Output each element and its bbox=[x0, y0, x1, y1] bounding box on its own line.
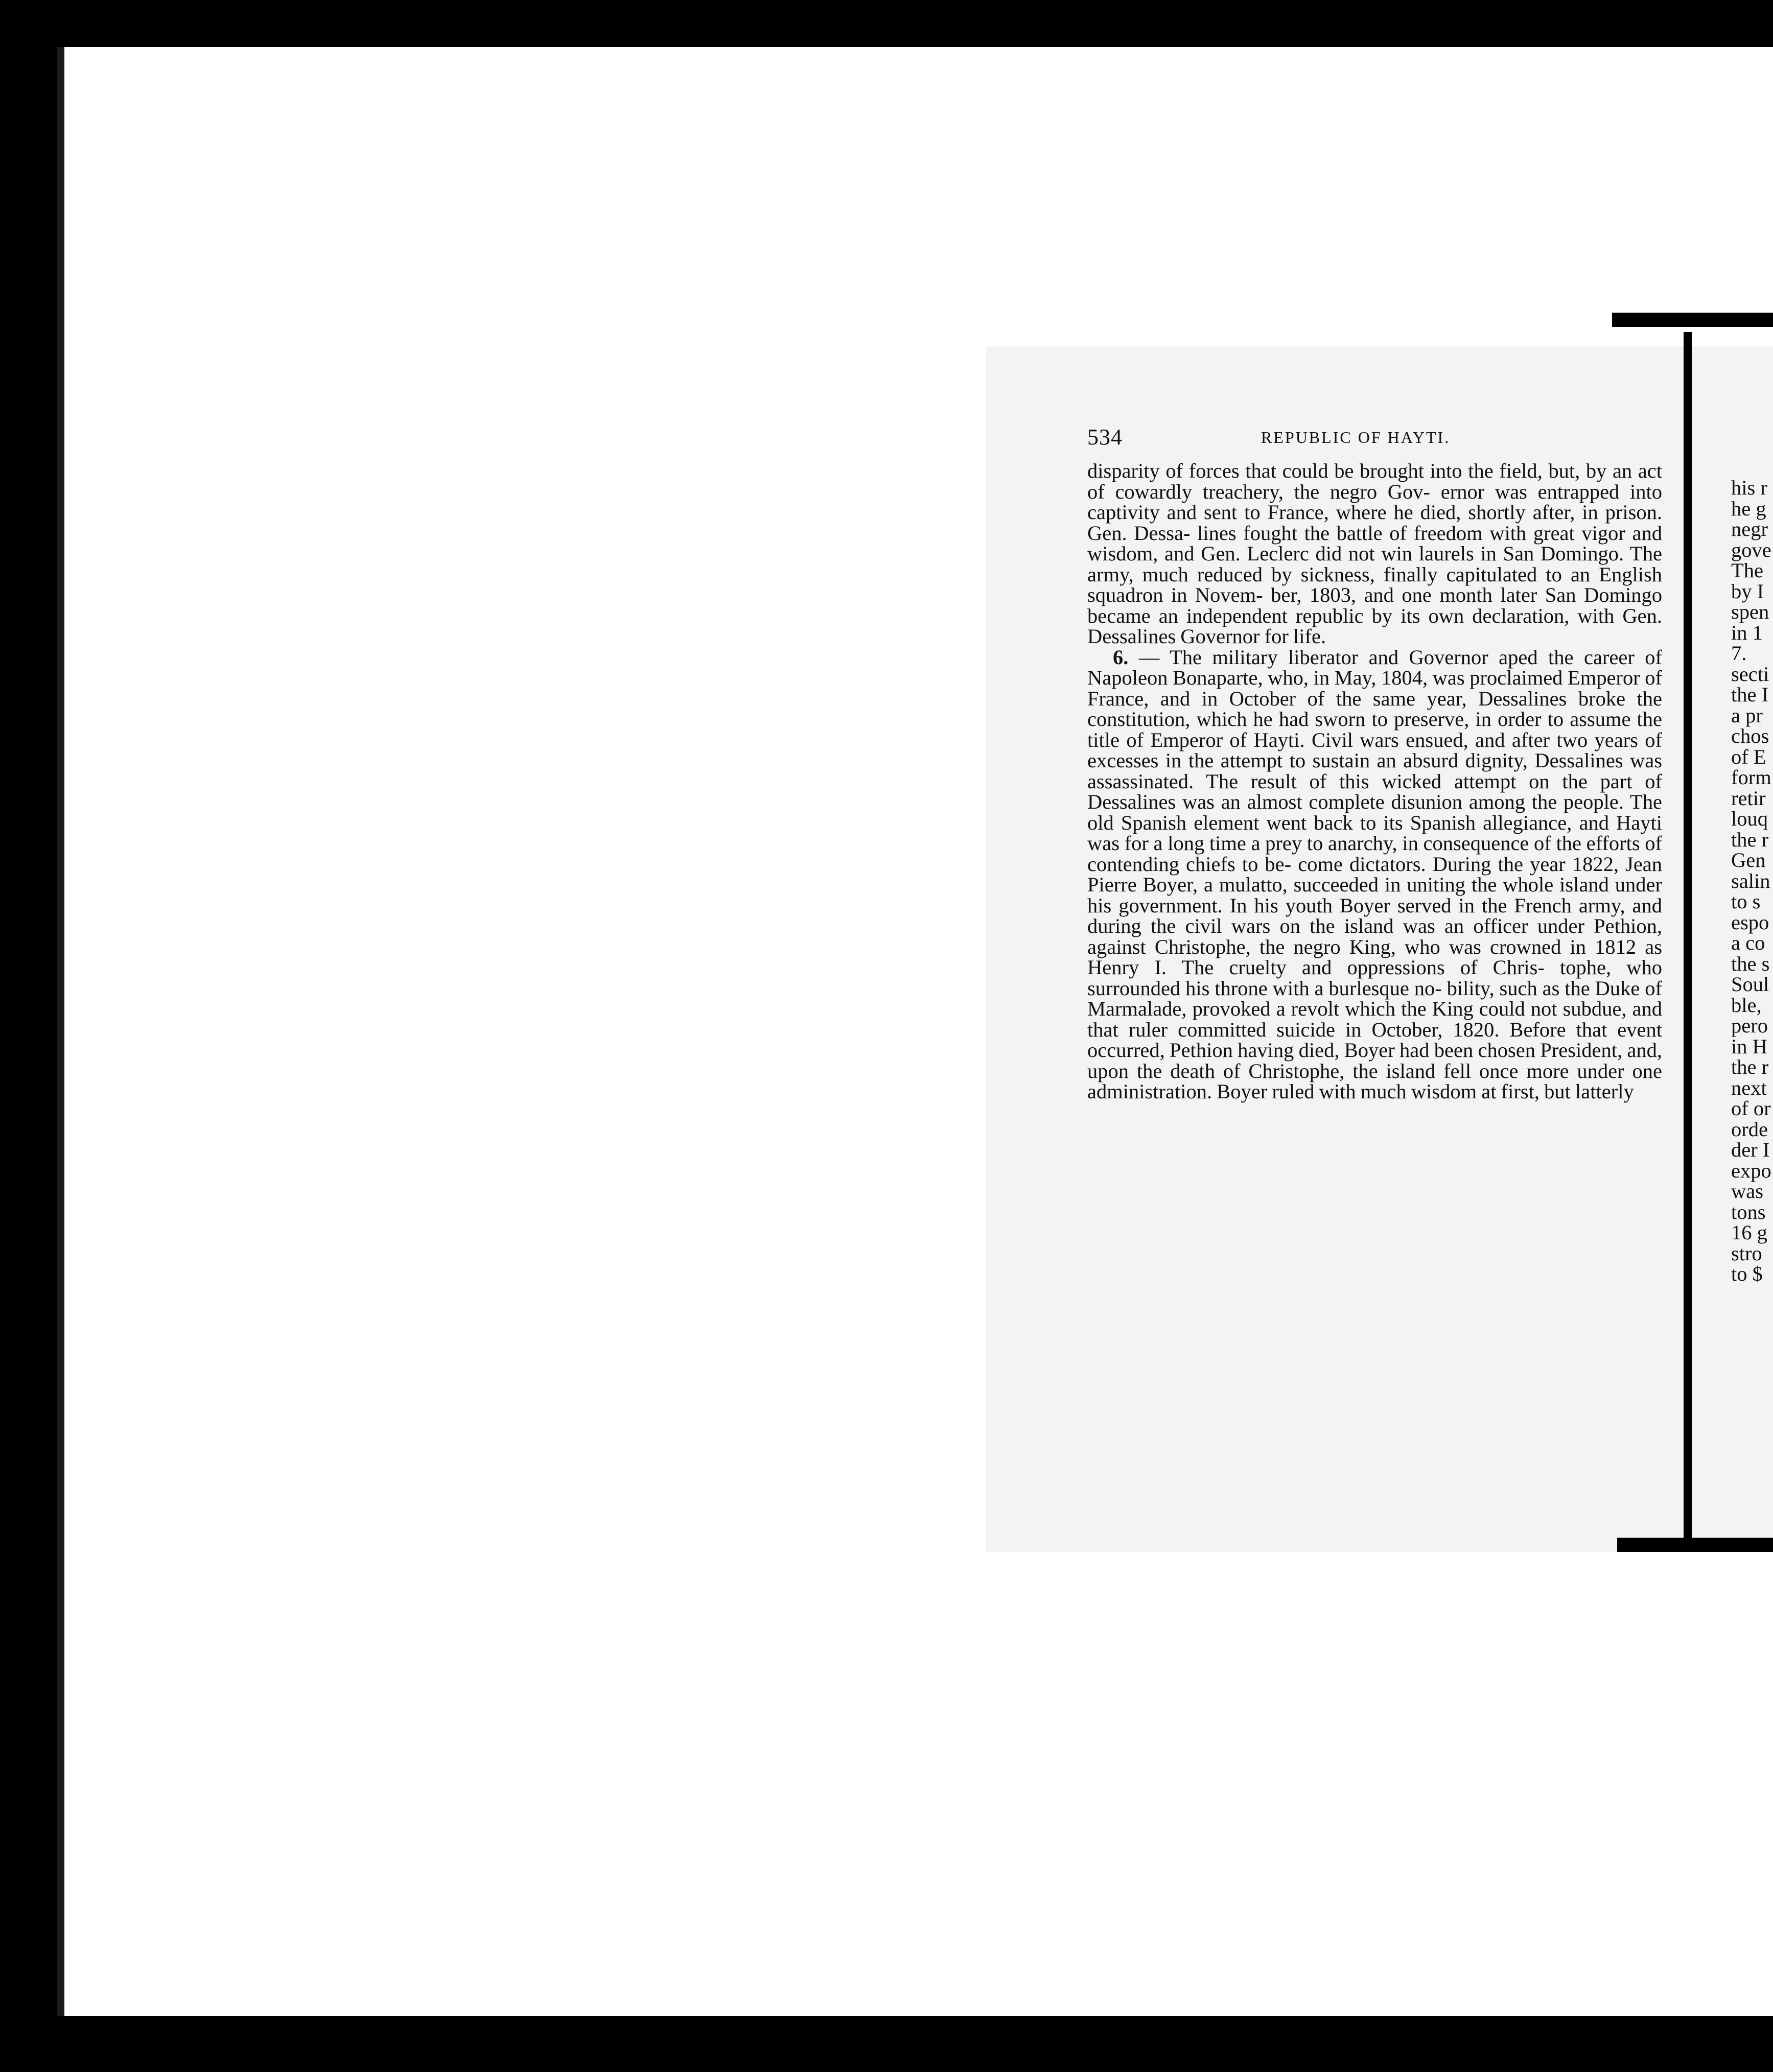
paragraph-2-line: the island fell once more under one administration. bbox=[1087, 1059, 1662, 1103]
scan-frame-bottom bbox=[0, 2016, 1773, 2072]
adjacent-page-line-fragment: of or bbox=[1731, 1097, 1771, 1120]
adjacent-page-line-fragment: pero bbox=[1731, 1014, 1768, 1037]
paragraph-2-line: bility, such as the Duke of Marmalade, provoked a bbox=[1087, 976, 1663, 1020]
paragraph-2-line: almost complete disunion among the people. The old bbox=[1087, 790, 1662, 834]
adjacent-page-line-fragment: The bbox=[1731, 559, 1763, 582]
paragraph-2-line: come dictators. During the year 1822, Jean Pierre bbox=[1087, 852, 1663, 896]
paragraph-2-line: dignity, Dessalines was assassinated. The result of bbox=[1087, 749, 1662, 793]
paragraph-2-line: event occurred, Pethion having died, Boyer had been bbox=[1087, 1018, 1663, 1062]
paragraph-2-line: chosen President, and, upon the death of Christophe, bbox=[1087, 1039, 1663, 1082]
adjacent-page-line-fragment: tons bbox=[1731, 1200, 1766, 1223]
adjacent-page-top-edge bbox=[1612, 313, 1773, 327]
paragraph-2-line: served in the French army, and during the civil wars bbox=[1087, 893, 1663, 937]
adjacent-page-line-fragment: his r bbox=[1731, 478, 1767, 499]
adjacent-page-line-fragment: he g bbox=[1731, 497, 1766, 520]
paragraph-1 bbox=[1087, 461, 1662, 647]
adjacent-page-line-fragment: the r bbox=[1731, 828, 1769, 851]
paragraph-2-line: years of excesses in the attempt to sustain an absurd bbox=[1087, 728, 1663, 772]
adjacent-page-line-fragment: orde bbox=[1731, 1117, 1768, 1141]
paragraph-2-line: proclaimed Emperor of France, and in October of the bbox=[1087, 666, 1662, 710]
adjacent-page-line-fragment: to s bbox=[1731, 890, 1761, 913]
adjacent-page-line-fragment: by I bbox=[1731, 579, 1764, 603]
adjacent-page-line-fragment: secti bbox=[1731, 662, 1769, 686]
paragraph-2-line: island under his government. In his youth Boyer bbox=[1087, 873, 1662, 917]
adjacent-page-line-fragment: der I bbox=[1731, 1138, 1770, 1161]
paragraph-1-line: lines fought the battle of freedom with great vigor bbox=[1197, 521, 1625, 545]
adjacent-page-bottom-edge bbox=[1617, 1538, 1773, 1552]
paragraph-2-line: Spanish element went back to its Spanish allegiance, bbox=[1121, 811, 1572, 834]
adjacent-page-line-fragment: gove bbox=[1731, 538, 1771, 561]
page-number: 534 bbox=[1087, 425, 1123, 450]
paragraph-1-line: finally capitulated to an English squadron in Novem- bbox=[1087, 562, 1662, 606]
adjacent-page-line-fragment: spen bbox=[1731, 600, 1769, 623]
paragraph-1-line: San Domingo. The army, much reduced by sickness, bbox=[1087, 542, 1662, 586]
paragraph-1-line: and wisdom, and Gen. Leclerc did not win laurels in bbox=[1087, 521, 1663, 565]
adjacent-page-line-fragment: was bbox=[1731, 1180, 1763, 1203]
paragraph-1-line: an independent republic by its own declaration, with bbox=[1158, 604, 1615, 627]
paragraph-2-line: had sworn to preserve, in order to assume the title of bbox=[1087, 708, 1663, 751]
page-text-block bbox=[1087, 424, 1662, 1102]
paragraph-2-text bbox=[1087, 646, 1662, 1103]
adjacent-page-line-fragment: espo bbox=[1731, 910, 1769, 934]
adjacent-page-line-fragment: Soul bbox=[1731, 973, 1769, 996]
running-head bbox=[1087, 424, 1662, 453]
adjacent-page-spine bbox=[1684, 332, 1692, 1543]
adjacent-page-line-fragment: 16 g bbox=[1731, 1221, 1767, 1244]
adjacent-page-line-fragment: the r bbox=[1731, 1055, 1769, 1078]
paragraph-2-line: Boyer, a mulatto, succeeded in uniting the whole bbox=[1142, 873, 1554, 896]
adjacent-page-line-fragment: ble, bbox=[1731, 993, 1762, 1017]
paragraph-1-line: but, by an act of cowardly treachery, the negro Gov- bbox=[1087, 459, 1663, 503]
paragraph-1-text bbox=[1087, 459, 1662, 648]
scan-frame-left bbox=[0, 0, 57, 2072]
paragraph-2-line: ruler committed suicide in October, 1820. Before that bbox=[1128, 1018, 1607, 1041]
paragraph-2-line: this wicked attempt on the part of Dessalines was an bbox=[1087, 769, 1663, 813]
paragraph-2-line: career of Napoleon Bonaparte, who, in May, 1804, was bbox=[1087, 645, 1663, 689]
paragraph-2-line: Boyer ruled with much wisdom at first, but latterly bbox=[1217, 1080, 1634, 1103]
section-number: 6. bbox=[1113, 645, 1129, 669]
paragraph-2-line: as Henry I. The cruelty and oppressions of Chris- bbox=[1087, 935, 1663, 979]
paragraph-2-line: consequence of the efforts of contending chiefs to be- bbox=[1087, 832, 1662, 876]
adjacent-page-line-fragment: salin bbox=[1731, 869, 1770, 892]
paragraph-2 bbox=[1087, 647, 1662, 1102]
adjacent-page-line-fragment: in H bbox=[1731, 1034, 1767, 1058]
adjacent-page-line-fragment: to $ bbox=[1731, 1262, 1763, 1285]
paragraph-2-line: Christophe, the negro King, who was crowned in 1812 bbox=[1154, 935, 1637, 958]
paragraph-2-line: — The military liberator and Governor aped the bbox=[1138, 645, 1574, 669]
scan-frame-left-shadow bbox=[57, 47, 64, 2016]
running-title: REPUBLIC OF HAYTI. bbox=[1261, 428, 1451, 446]
adjacent-page-line-fragment: expo bbox=[1731, 1159, 1771, 1182]
adjacent-page-line-fragment: form bbox=[1731, 766, 1771, 789]
adjacent-page-line-fragment: stro bbox=[1731, 1241, 1762, 1265]
adjacent-page-line-fragment: 7. bbox=[1731, 642, 1747, 665]
adjacent-page-line-fragment: the I bbox=[1731, 683, 1769, 706]
adjacent-page-line-fragment: Gen bbox=[1731, 849, 1766, 872]
adjacent-page-line-fragment: of E bbox=[1731, 745, 1766, 768]
adjacent-page-line-fragment: retir bbox=[1731, 786, 1766, 810]
paragraph-1-line: Gen. Dessalines Governor for life. bbox=[1087, 604, 1663, 648]
paragraph-2-line: same year, Dessalines broke the constitution, which he bbox=[1087, 687, 1663, 731]
scan-frame-top bbox=[0, 0, 1773, 47]
adjacent-page-line-fragment: the s bbox=[1731, 952, 1770, 975]
adjacent-page-line-fragment: a co bbox=[1731, 931, 1765, 954]
adjacent-page-line-fragment: louq bbox=[1731, 807, 1768, 830]
adjacent-page-line-fragment: a pr bbox=[1731, 703, 1763, 727]
paragraph-2-line: on the island was an officer under Pethion, against bbox=[1087, 914, 1662, 958]
paragraph-2-line: revolt which the King could not subdue, and that bbox=[1087, 997, 1662, 1041]
adjacent-page-line-fragment: in 1 bbox=[1731, 621, 1763, 644]
paragraph-1-line: disparity of forces that could be brought into the field, bbox=[1087, 459, 1543, 482]
paragraph-2-line: tophe, who surrounded his throne with a burlesque no- bbox=[1087, 956, 1663, 1000]
paragraph-2-line: and Hayti was for a long time a prey to anarchy, in bbox=[1087, 811, 1663, 855]
adjacent-page-line-fragment: chos bbox=[1731, 724, 1769, 747]
adjacent-page-line-fragment: next bbox=[1731, 1076, 1767, 1099]
paragraph-2-line: Emperor of Hayti. Civil wars ensued, and after two bbox=[1150, 728, 1588, 751]
paragraph-1-line: where he died, shortly after, in prison. Gen. Dessa- bbox=[1087, 501, 1663, 545]
paragraph-1-line: ber, 1803, and one month later San Domingo became bbox=[1087, 583, 1662, 627]
adjacent-page-text-fragments bbox=[1731, 478, 1773, 1285]
paragraph-1-line: ernor was entrapped into captivity and sent to France, bbox=[1087, 480, 1663, 524]
adjacent-page-line-fragment: negr bbox=[1731, 517, 1768, 540]
